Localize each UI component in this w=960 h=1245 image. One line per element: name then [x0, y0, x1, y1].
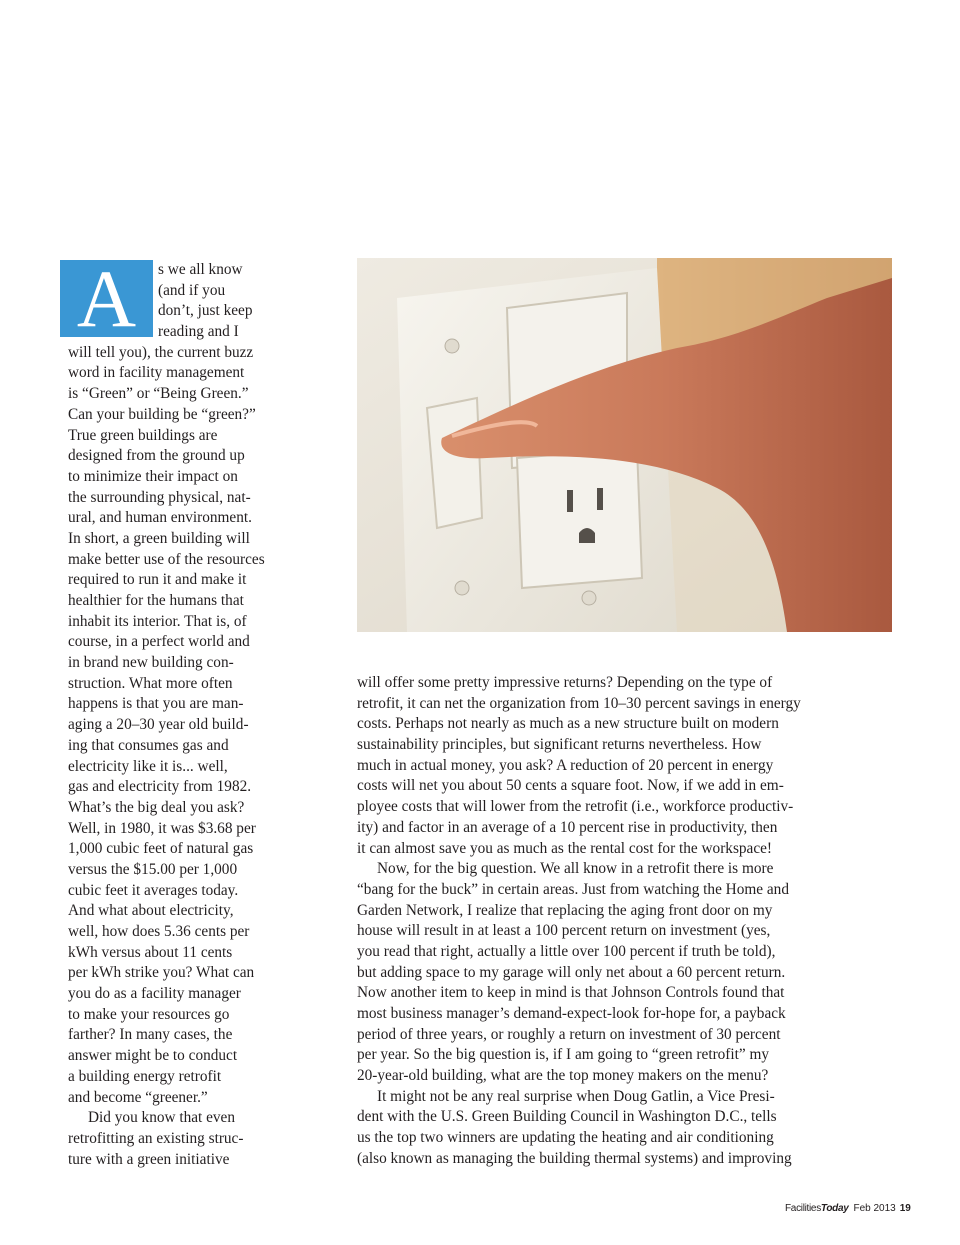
text-line: sustainability principles, but significant returns nevertheless. How: [357, 736, 762, 754]
text-line: course, in a perfect world and: [68, 633, 250, 651]
text-line: And what about electricity,: [68, 902, 234, 920]
text-line: you read that right, actually a little over 100 percent if truth be told),: [357, 942, 776, 960]
text-line: answer might be to conduct: [68, 1047, 238, 1065]
text-line: will offer some pretty impressive returns? Depending on the type of: [357, 674, 773, 691]
text-line: Well, in 1980, it was $3.68 per: [68, 819, 256, 837]
text-line: dent with the U.S. Green Building Council in Washington D.C., tells: [357, 1108, 777, 1126]
page-number: 19: [899, 1203, 911, 1214]
text-line: (and if you: [158, 281, 226, 299]
article-right-column: [357, 673, 897, 1170]
text-line: ity) and factor in an average of a 10 percent rise in productivity, then: [357, 818, 778, 836]
article-photo: [357, 258, 892, 632]
page-footer: [785, 1203, 911, 1219]
text-line: s we all know: [158, 261, 243, 278]
text-line: Can your building be “green?”: [68, 405, 256, 423]
text-line: ing that consumes gas and: [68, 736, 229, 754]
text-line: a building energy retrofit: [68, 1067, 222, 1085]
text-line: and become “greener.”: [68, 1088, 208, 1106]
text-line: costs will net you about 50 cents a square foot. Now, if we add in em-: [357, 777, 784, 795]
text-line: in brand new building con-: [68, 654, 234, 672]
text-line: will tell you), the current buzz: [68, 343, 254, 361]
text-line: retrofitting an existing struc-: [68, 1129, 244, 1147]
drop-cap: A: [60, 260, 153, 337]
text-line: costs. Perhaps not nearly as much as a new structure built on modern: [357, 715, 779, 733]
article-left-column: [68, 260, 292, 1170]
text-line: per year. So the big question is, if I am going to “green retrofit” my: [357, 1046, 770, 1064]
issue-date: Feb 2013: [853, 1203, 896, 1214]
text-line: make better use of the resources: [68, 550, 265, 568]
text-line: required to run it and make it: [68, 571, 247, 589]
text-line: to make your resources go: [68, 1005, 230, 1023]
text-line: word in facility management: [68, 364, 245, 382]
text-line: It might not be any real surprise when Doug Gatlin, a Vice Presi-: [377, 1087, 775, 1105]
text-line: us the top two winners are updating the heating and air conditioning: [357, 1129, 774, 1147]
text-line: versus the $15.00 per 1,000: [68, 860, 238, 878]
publication-name: Facilities: [785, 1203, 821, 1214]
text-line: ture with a green initiative: [68, 1150, 230, 1168]
text-line: per kWh strike you? What can: [68, 964, 255, 982]
text-line: you do as a facility manager: [68, 985, 241, 1003]
text-line: it can almost save you as much as the rental cost for the workspace!: [357, 839, 773, 857]
text-line: to minimize their impact on: [68, 467, 238, 485]
text-line: “bang for the buck” in certain areas. Just from watching the Home and: [357, 880, 789, 898]
text-line: inhabit its interior. That is, of: [68, 612, 247, 630]
text-line: well, how does 5.36 cents per: [68, 923, 250, 940]
text-line: healthier for the humans that: [68, 592, 244, 609]
text-line: aging a 20–30 year old build-: [68, 716, 249, 734]
text-line: cubic feet it averages today.: [68, 881, 239, 899]
text-line: but adding space to my garage will only net about a 60 percent return.: [357, 963, 786, 981]
text-line: designed from the ground up: [68, 447, 245, 465]
light-switch-photo: [357, 258, 892, 632]
text-line: don’t, just keep: [158, 302, 253, 320]
publication-name-bold: Today: [820, 1203, 849, 1214]
text-line: Garden Network, I realize that replacing the aging front door on my: [357, 901, 773, 919]
text-line: period of three years, or roughly a return on investment of 30 percent: [357, 1025, 781, 1043]
text-line: house will result in at least a 100 percent return on investment (yes,: [357, 922, 771, 940]
text-line: retrofit, it can net the organization from 10–30 percent savings in energy: [357, 694, 801, 712]
text-line: (also known as managing the building thermal systems) and improving: [357, 1149, 792, 1167]
text-line: Now, for the big question. We all know in a retrofit there is more: [377, 860, 774, 878]
text-line: True green buildings are: [68, 426, 218, 444]
text-line: gas and electricity from 1982.: [68, 778, 252, 796]
text-line: Did you know that even: [88, 1109, 235, 1127]
text-line: 20-year-old building, what are the top money makers on the menu?: [357, 1067, 769, 1085]
text-line: What’s the big deal you ask?: [68, 798, 245, 816]
text-line: much in actual money, you ask? A reduction of 20 percent in energy: [357, 756, 774, 774]
text-line: reading and I: [158, 323, 239, 341]
text-line: In short, a green building will: [68, 529, 250, 547]
text-line: farther? In many cases, the: [68, 1026, 233, 1044]
text-line: electricity like it is... well,: [68, 757, 228, 775]
text-line: struction. What more often: [68, 674, 233, 692]
text-line: happens is that you are man-: [68, 695, 244, 713]
text-line: kWh versus about 11 cents: [68, 943, 233, 961]
text-line: most business manager’s demand-expect-look for-hope for, a payback: [357, 1005, 786, 1022]
text-line: the surrounding physical, nat-: [68, 488, 251, 506]
text-line: Now another item to keep in mind is that Johnson Controls found that: [357, 984, 785, 1002]
text-line: ployee costs that will lower from the retrofit (i.e., workforce productiv-: [357, 798, 794, 816]
text-line: ural, and human environment.: [68, 509, 252, 527]
text-line: 1,000 cubic feet of natural gas: [68, 840, 254, 858]
text-line: is “Green” or “Being Green.”: [68, 385, 249, 403]
